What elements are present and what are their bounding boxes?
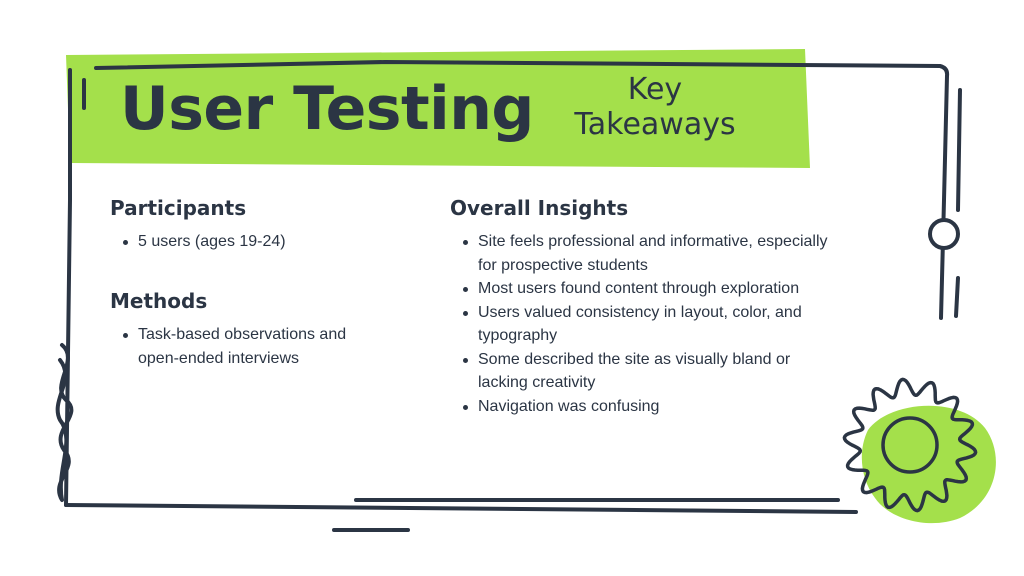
subtitle-line-1: Key xyxy=(627,72,683,107)
methods-heading: Methods xyxy=(110,289,208,313)
participants-list xyxy=(110,230,380,254)
list-item: Users valued consistency in layout, color, and typography xyxy=(478,301,835,348)
page-subtitle xyxy=(560,72,750,143)
frame-ring-ornament xyxy=(930,220,958,248)
list-item: Most users found content through exploration xyxy=(478,277,835,301)
participants-heading: Participants xyxy=(110,196,247,220)
list-item: Some described the site as visually bland or lacking creativity xyxy=(478,348,835,395)
methods-list xyxy=(110,323,350,370)
insights-list xyxy=(450,230,835,418)
insights-section xyxy=(450,196,835,418)
page-title: User Testing xyxy=(120,74,534,144)
frame-right-stroke-lower xyxy=(956,278,958,316)
methods-section xyxy=(110,289,350,370)
subtitle-line-2: Takeaways xyxy=(574,107,736,143)
list-item: Site feels professional and informative, especially for prospective students xyxy=(478,230,835,277)
frame-right-line xyxy=(941,76,947,318)
insights-heading: Overall Insights xyxy=(450,196,629,220)
list-item: Navigation was confusing xyxy=(478,395,835,419)
frame-right-stroke xyxy=(958,90,960,210)
participants-section xyxy=(110,196,380,254)
list-item: 5 users (ages 19-24) xyxy=(138,230,380,254)
list-item: Task-based observations and open-ended interviews xyxy=(138,323,350,370)
frame-bottom-line xyxy=(66,505,856,512)
